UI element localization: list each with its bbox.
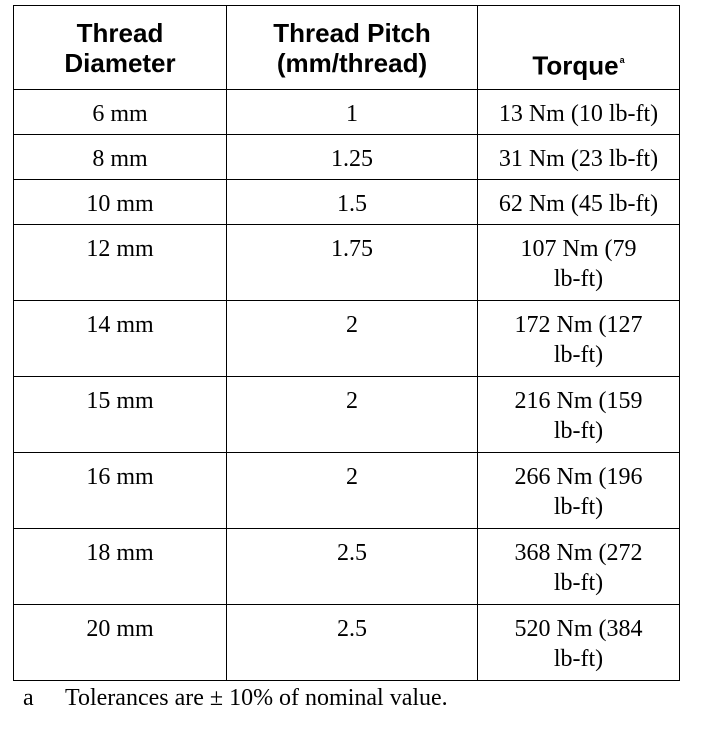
table-row xyxy=(14,225,680,301)
pitch-cell: 1 xyxy=(227,90,478,135)
pitch-cell: 2.5 xyxy=(227,605,478,681)
footnote xyxy=(23,683,448,713)
torque-value-line2: lb-ft) xyxy=(553,646,604,672)
footnote-mark: a xyxy=(23,685,34,711)
torque-value-line1: 368 Nm (272 xyxy=(514,540,643,566)
diameter-cell: 16 mm xyxy=(14,453,227,529)
table-row xyxy=(14,90,680,135)
torque-value-line1: 520 Nm (384 xyxy=(514,616,643,642)
torque-value-line1: 62 Nm (45 lb-ft) xyxy=(498,191,659,217)
table-row xyxy=(14,453,680,529)
pitch-cell: 2 xyxy=(227,301,478,377)
torque-value-line1: 107 Nm (79 xyxy=(520,236,637,262)
diameter-cell: 20 mm xyxy=(14,605,227,681)
torque-header xyxy=(478,6,680,90)
table-row xyxy=(14,135,680,180)
thread-pitch-header-line2: (mm/thread) xyxy=(276,47,428,78)
torque-value-line2: lb-ft) xyxy=(553,342,604,368)
torque-value-line2: lb-ft) xyxy=(553,570,604,596)
torque-value-line2: lb-ft) xyxy=(553,266,604,292)
pitch-cell: 1.5 xyxy=(227,180,478,225)
table-row xyxy=(14,180,680,225)
torque-cell xyxy=(478,453,680,529)
torque-value-line2: lb-ft) xyxy=(553,494,604,520)
pitch-cell: 1.75 xyxy=(227,225,478,301)
table-body xyxy=(14,90,680,681)
torque-value-line1: 216 Nm (159 xyxy=(514,388,643,414)
diameter-cell: 6 mm xyxy=(14,90,227,135)
torque-cell xyxy=(478,301,680,377)
torque-cell xyxy=(478,90,680,135)
torque-cell xyxy=(478,377,680,453)
table-header-row xyxy=(14,6,680,90)
thread-pitch-header xyxy=(227,6,478,90)
diameter-cell: 14 mm xyxy=(14,301,227,377)
thread-diameter-header xyxy=(14,6,227,90)
torque-value-line1: 172 Nm (127 xyxy=(514,312,643,338)
torque-cell xyxy=(478,605,680,681)
table-row xyxy=(14,301,680,377)
torque-header-label: Torque xyxy=(532,51,619,81)
torque-cell xyxy=(478,180,680,225)
table-row xyxy=(14,377,680,453)
table-row xyxy=(14,605,680,681)
diameter-cell: 18 mm xyxy=(14,529,227,605)
pitch-cell: 2 xyxy=(227,453,478,529)
thread-diameter-header-line2: Diameter xyxy=(64,47,176,78)
torque-value-line1: 31 Nm (23 lb-ft) xyxy=(498,146,659,172)
torque-spec-table xyxy=(13,5,680,681)
pitch-cell: 2.5 xyxy=(227,529,478,605)
footnote-text: Tolerances are ± 10% of nominal value. xyxy=(65,685,448,711)
pitch-cell: 1.25 xyxy=(227,135,478,180)
torque-footnote-mark: a xyxy=(619,55,625,66)
torque-value-line1: 266 Nm (196 xyxy=(514,464,643,490)
thread-diameter-header-line1: Thread xyxy=(76,17,164,48)
thread-pitch-header-line1: Thread Pitch xyxy=(273,17,431,48)
pitch-cell: 2 xyxy=(227,377,478,453)
torque-value-line2: lb-ft) xyxy=(553,418,604,444)
diameter-cell: 12 mm xyxy=(14,225,227,301)
diameter-cell: 8 mm xyxy=(14,135,227,180)
table-row xyxy=(14,529,680,605)
diameter-cell: 15 mm xyxy=(14,377,227,453)
torque-cell xyxy=(478,225,680,301)
diameter-cell: 10 mm xyxy=(14,180,227,225)
torque-cell xyxy=(478,529,680,605)
torque-value-line1: 13 Nm (10 lb-ft) xyxy=(498,101,659,127)
torque-cell xyxy=(478,135,680,180)
